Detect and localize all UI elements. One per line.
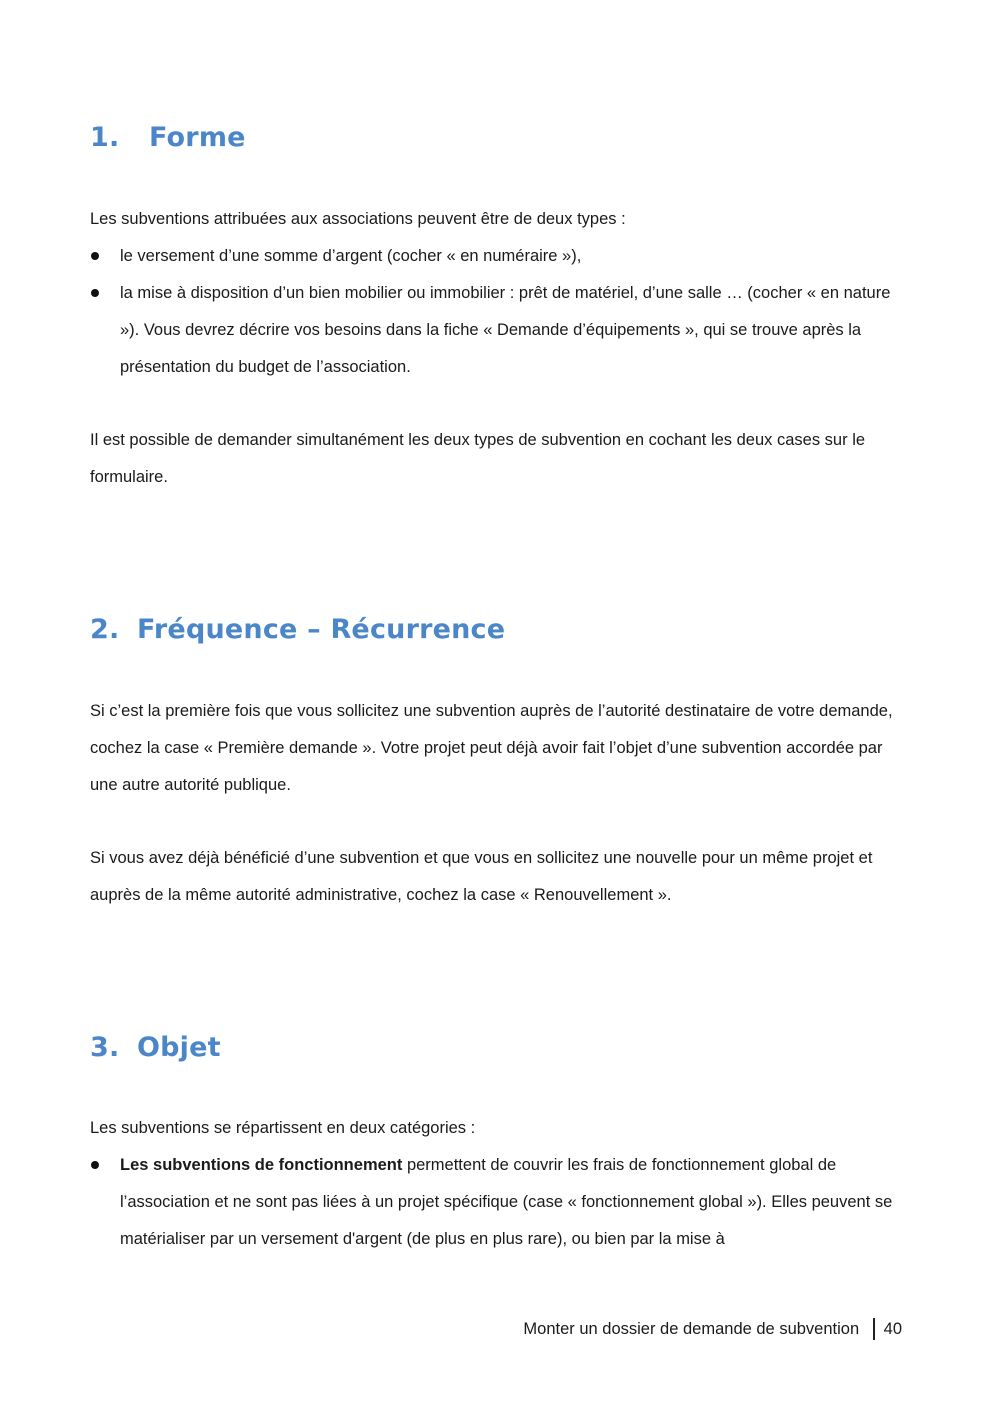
list-item-bold-text: Les subventions de fonctionnement [120, 1156, 403, 1174]
body-paragraph: Il est possible de demander simultanément les deux types de subvention en cochant les deux cases sur le formulaire. [90, 431, 866, 486]
section-heading [90, 614, 905, 645]
section-number: 2. [90, 614, 120, 645]
footer-divider [873, 1318, 875, 1340]
bullet-list [90, 238, 905, 386]
page-footer [523, 1318, 902, 1340]
list-item-text: la mise à disposition d’un bien mobilier ou immobilier : prêt de matériel, d’une salle … (cocher « en nature »). Vous devrez décrire vos besoins dans la fiche « Demande d’équipements », qui se trouve après la présentation du budget de l’association. [120, 284, 891, 376]
section-title: Objet [137, 1032, 221, 1063]
section-objet-body [90, 1110, 905, 1258]
section-title: Forme [149, 122, 246, 153]
section-frequence [90, 614, 905, 645]
list-item [90, 238, 905, 275]
section-number: 3. [90, 1032, 120, 1063]
section-number: 1. [90, 122, 120, 153]
page-number: 40 [883, 1319, 902, 1338]
body-paragraph: Si vous avez déjà bénéficié d’une subvention et que vous en sollicitez une nouvelle pour un même projet et auprès de la même autorité administrative, cochez la case « Renouvellement ». [90, 849, 873, 904]
intro-paragraph: Les subventions attribuées aux associations peuvent être de deux types : [90, 210, 626, 228]
list-item-text: le versement d’une somme d’argent (cocher « en numéraire »), [120, 247, 582, 265]
section-objet [90, 1032, 905, 1063]
bullet-list [90, 1147, 905, 1258]
list-item [90, 275, 905, 386]
section-frequence-body [90, 693, 905, 914]
intro-paragraph: Les subventions se répartissent en deux catégories : [90, 1119, 476, 1137]
bullet-icon [91, 289, 99, 297]
section-heading [90, 1032, 905, 1063]
body-paragraph: Si c’est la première fois que vous sollicitez une subvention auprès de l’autorité destinataire de votre demande, cochez la case « Première demande ». Votre projet peut déjà avoir fait l’objet d’une subvention accordée par une autre autorité publique. [90, 702, 893, 794]
list-item [90, 1147, 905, 1258]
bullet-icon [91, 1161, 99, 1169]
section-heading [90, 122, 905, 153]
footer-title: Monter un dossier de demande de subvention [523, 1319, 860, 1338]
bullet-icon [91, 252, 99, 260]
list-item-text: permettent de couvrir les frais de fonctionnement global de l’association et ne sont pas liées à un projet spécifique (case « fonctionnement global »). Elles peuvent se matérialiser par un versement d'argent (de plus en plus rare), ou bien par la mise à [120, 1156, 893, 1248]
section-forme-body [90, 201, 905, 496]
section-forme [90, 122, 905, 153]
section-title: Fréquence – Récurrence [137, 614, 506, 645]
